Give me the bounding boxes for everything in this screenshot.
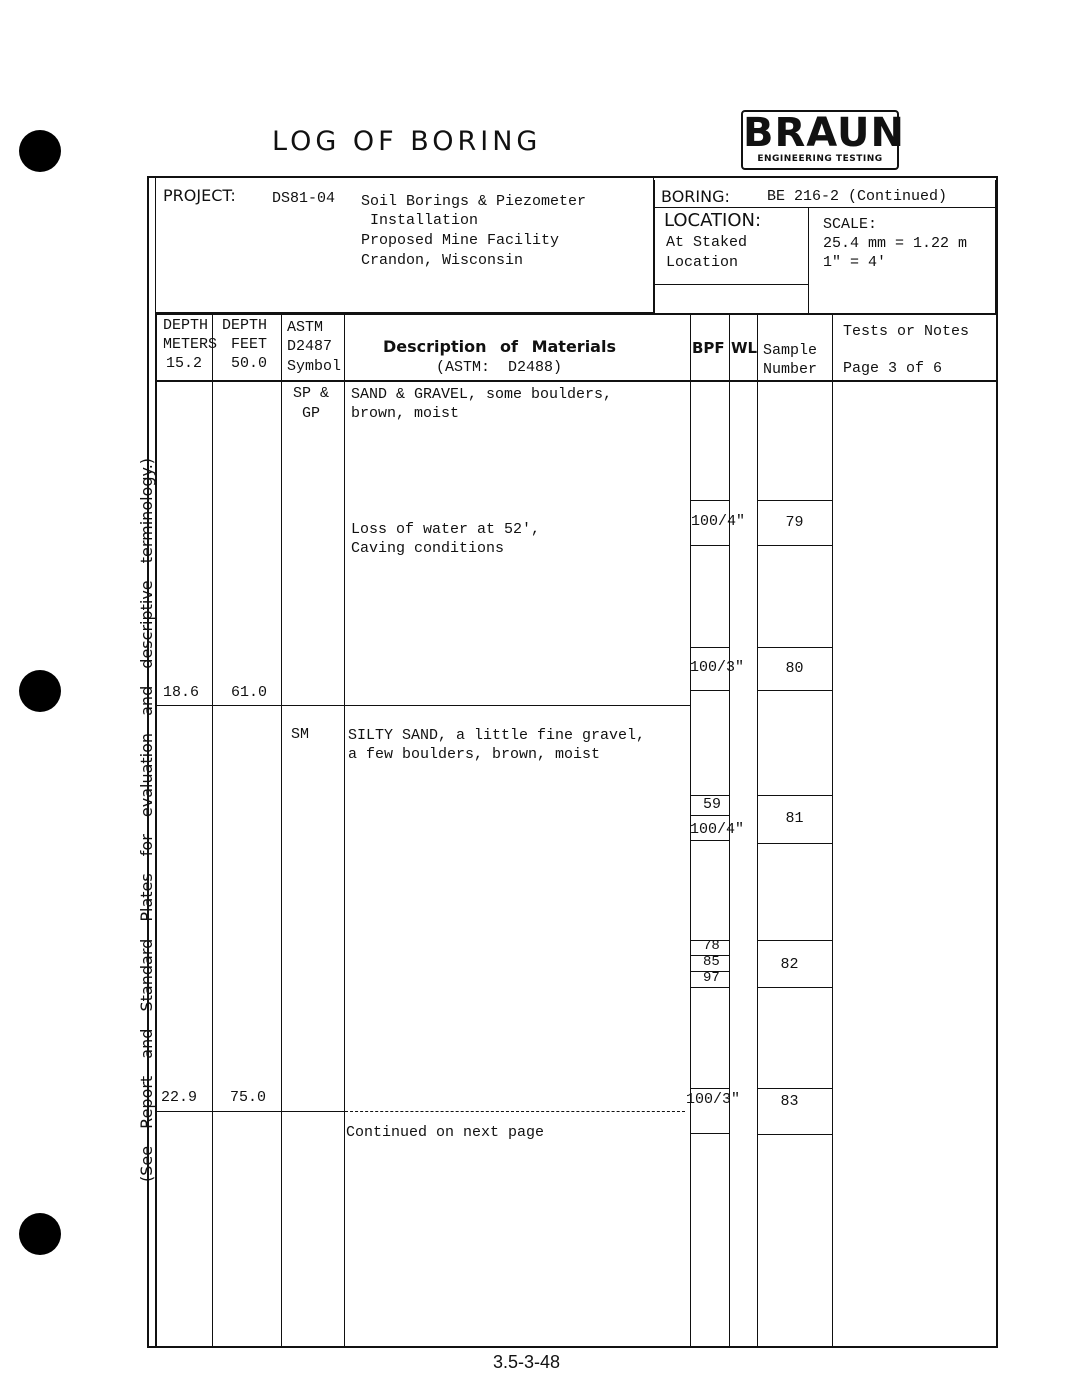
scale-line-2: 1" = 4': [823, 254, 887, 271]
sample-81-bpf-1: 59: [703, 796, 722, 813]
layer-2-symbol: SM: [291, 726, 310, 743]
project-line-4: Crandon, Wisconsin: [361, 252, 524, 269]
sample-79-number: 79: [785, 514, 804, 531]
sample-82-number-bottom: [757, 987, 832, 988]
sample-81-number-bottom: [757, 843, 832, 844]
sample-81-mid-line: [690, 815, 730, 816]
header-astm-2: D2487: [287, 338, 333, 355]
sample-83-number-top: [757, 1088, 832, 1089]
header-depth-m-3: 15.2: [166, 355, 203, 372]
depth-mark-2-feet: 75.0: [230, 1089, 267, 1106]
page-code: 3.5-3-48: [493, 1352, 561, 1372]
sample-83-number: 83: [780, 1093, 799, 1110]
header-depth-ft-3: 50.0: [222, 355, 268, 372]
logo-main-text: BRAUN: [743, 110, 905, 156]
punch-hole-bottom: [19, 1213, 61, 1255]
sample-79-number-top: [757, 500, 832, 501]
side-note: (See Report and Standard Plates for evaluation and descriptive terminology.): [137, 457, 156, 1182]
layer-boundary-2-dashed: [345, 1111, 685, 1112]
continued-note: Continued on next page: [346, 1124, 545, 1141]
col-line-description: [344, 313, 345, 1348]
sample-79-bpf: 100/4": [691, 513, 746, 530]
sample-81-bpf-2: 100/4": [690, 821, 745, 838]
scale-label: SCALE:: [823, 216, 878, 233]
sample-82-bpf-3: 97: [703, 970, 720, 986]
location-line-1: At Staked: [666, 234, 748, 251]
layer-1-symbol-2: GP: [293, 405, 321, 422]
sample-80-number: 80: [785, 660, 804, 677]
sample-83-bpf: 100/3": [686, 1091, 741, 1108]
col-line-astm: [281, 313, 282, 1348]
header-depth-m-1: DEPTH: [163, 317, 209, 334]
header-depth-ft-1: DEPTH: [222, 317, 268, 334]
sample-82-bpf-1: 78: [703, 938, 720, 954]
sample-79-number-bottom: [757, 545, 832, 546]
sample-82-bpf-2: 85: [703, 954, 720, 970]
header-bpf: BPF: [692, 339, 725, 357]
header-astm-3: Symbol: [287, 358, 342, 375]
sample-80-number-top: [757, 647, 832, 648]
layer-2-description-1: SILTY SAND, a little fine gravel,: [348, 727, 646, 744]
sample-81-bottom-line: [690, 840, 730, 841]
project-line-1: Soil Borings & Piezometer: [361, 193, 587, 210]
sample-79-top-line: [690, 500, 730, 501]
layer-boundary-2: [155, 1111, 345, 1112]
header-description: Description of Materials: [383, 337, 616, 356]
layer-1-symbol-1: SP &: [293, 385, 330, 402]
header-wl: WL: [731, 339, 758, 357]
depth-mark-1-meters: 18.6: [163, 684, 200, 701]
location-label: LOCATION:: [664, 210, 762, 231]
water-loss-note-2: Caving conditions: [351, 540, 505, 557]
sample-83-number-bottom: [757, 1134, 832, 1135]
page-title: LOG OF BORING: [272, 126, 542, 157]
sample-79-bottom-line: [690, 545, 730, 546]
header-right-border: [995, 180, 996, 315]
boring-left-border: [654, 180, 655, 313]
header-description-sub: (ASTM: D2488): [436, 359, 563, 376]
sample-82-number-top: [757, 940, 832, 941]
project-line-2: Installation: [361, 212, 479, 229]
sample-83-top-line: [690, 1088, 730, 1089]
sample-80-number-bottom: [757, 690, 832, 691]
project-label: PROJECT:: [163, 186, 236, 205]
punch-hole-middle: [19, 670, 61, 712]
depth-mark-2-meters: 22.9: [161, 1089, 198, 1106]
sample-80-top-line: [690, 647, 730, 648]
project-line-3: Proposed Mine Facility: [361, 232, 560, 249]
layer-1-description-2: brown, moist: [351, 405, 460, 422]
col-line-depth-ft: [212, 313, 213, 1348]
project-number: DS81-04: [272, 190, 336, 207]
layer-boundary-1: [155, 705, 690, 706]
header-sample-2: Number: [763, 361, 818, 378]
header-astm-1: ASTM: [287, 319, 324, 336]
sample-81-number: 81: [785, 810, 804, 827]
header-page: Page 3 of 6: [843, 360, 943, 377]
location-line-2: Location: [666, 254, 739, 271]
scale-line-1: 25.4 mm = 1.22 m: [823, 235, 968, 252]
water-loss-note-1: Loss of water at 52',: [351, 521, 541, 538]
location-right-border: [808, 207, 809, 313]
company-logo: [741, 110, 905, 170]
location-bottom-line: [654, 284, 808, 285]
sample-83-bottom-line: [690, 1133, 730, 1134]
depth-mark-1-feet: 61.0: [231, 684, 268, 701]
col-line-sample: [757, 313, 758, 1348]
sample-82-bottom-line: [690, 987, 730, 988]
header-depth-ft-2: FEET: [222, 336, 268, 353]
logo-sub-text: ENGINEERING TESTING: [757, 154, 883, 164]
boring-label: BORING:: [661, 187, 730, 206]
punch-hole-top: [19, 130, 61, 172]
header-depth-m-2: METERS: [163, 336, 218, 353]
header-tests: Tests or Notes: [843, 323, 970, 340]
sample-80-bottom-line: [690, 690, 730, 691]
sample-82-number: 82: [780, 956, 799, 973]
layer-2-description-2: a few boulders, brown, moist: [348, 746, 601, 763]
layer-1-description-1: SAND & GRAVEL, some boulders,: [351, 386, 613, 403]
sample-80-bpf: 100/3": [690, 659, 745, 676]
col-line-tests: [832, 313, 833, 1348]
boring-value: BE 216-2 (Continued): [767, 188, 948, 205]
sample-81-number-top: [757, 795, 832, 796]
header-sample-1: Sample: [763, 342, 818, 359]
boring-bottom-line: [654, 207, 995, 208]
